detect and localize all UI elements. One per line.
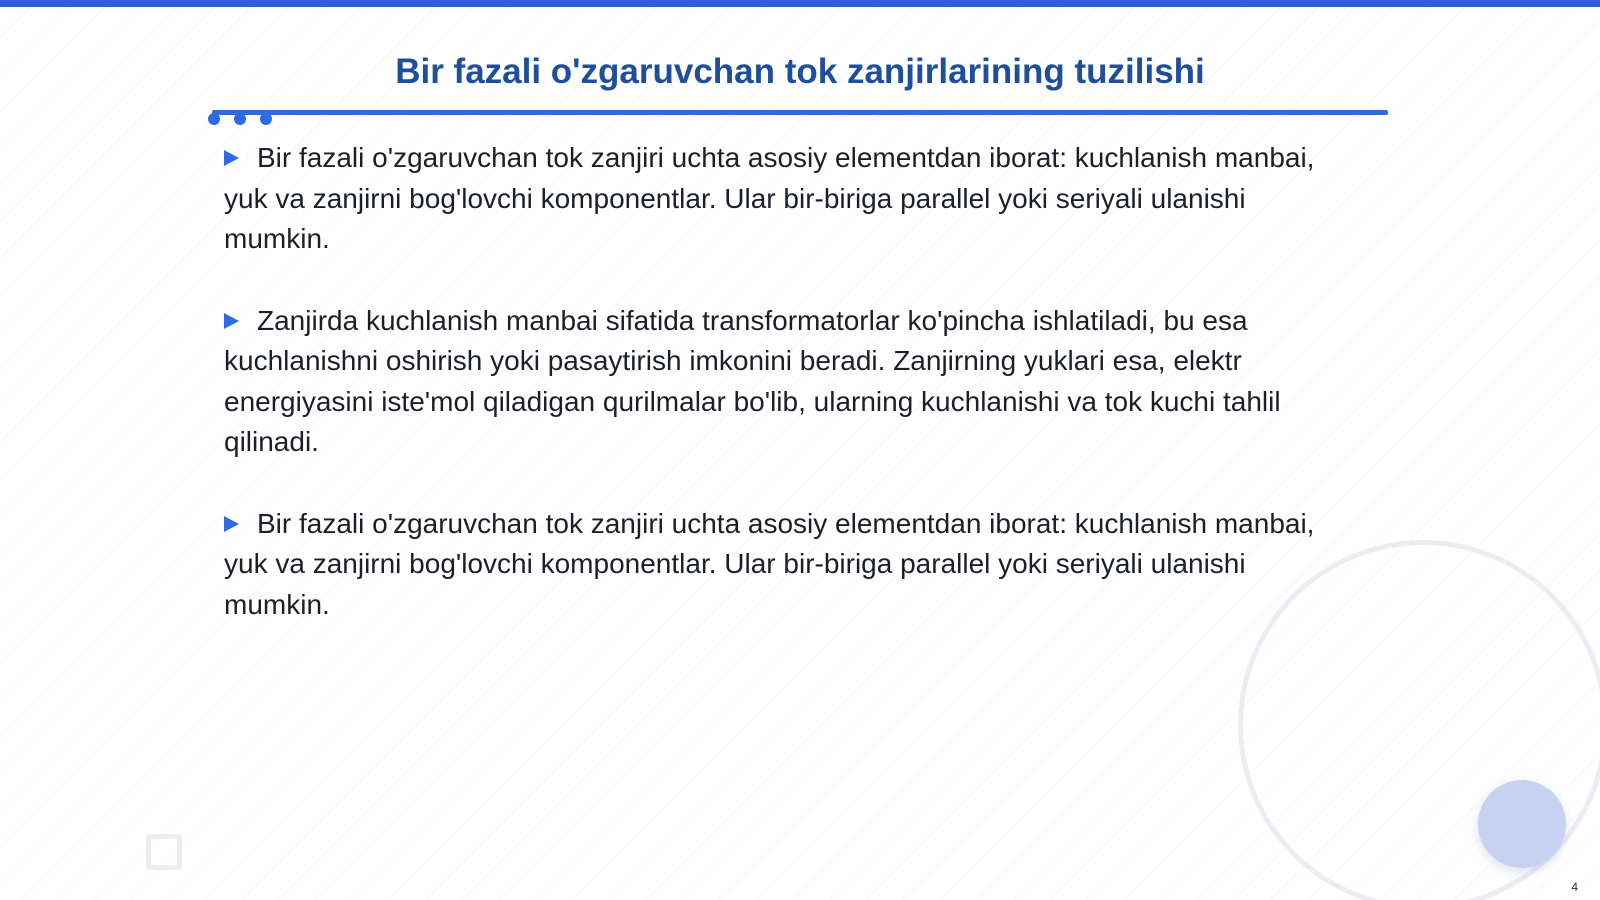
bullet-text: Zanjirda kuchlanish manbai sifatida transformatorlar ko'pincha ishlatiladi, bu esa kuchlanishni oshirish yoki pasaytirish imkonini beradi. Zanjirning yuklari esa, elektr energiyasini iste'mol qiladigan qurilmalar bo'lib, ularning kuchlanishi va tok kuchi tahlil qilinadi. — [224, 304, 1281, 457]
triangle-bullet-icon — [224, 516, 239, 532]
title-underline-dot — [208, 113, 220, 125]
page-number: 4 — [1571, 880, 1578, 894]
bullet-item — [224, 504, 1354, 626]
bullet-item — [224, 138, 1354, 260]
triangle-bullet-icon — [224, 150, 239, 166]
bullet-text: Bir fazali o'zgaruvchan tok zanjiri uchta asosiy elementdan iborat: kuchlanish manbai, yuk va zanjirni bog'lovchi komponentlar. Ular bir-biriga parallel yoki seriyali ulanishi mumkin. — [224, 507, 1315, 620]
title-underline-dot — [260, 113, 272, 125]
decorative-square — [146, 834, 182, 870]
bullet-text: Bir fazali o'zgaruvchan tok zanjiri uchta asosiy elementdan iborat: kuchlanish manbai, yuk va zanjirni bog'lovchi komponentlar. Ular bir-biriga parallel yoki seriyali ulanishi mumkin. — [224, 142, 1315, 254]
slide-title: Bir fazali o'zgaruvchan tok zanjirlarining tuzilishi — [395, 52, 1205, 91]
title-underline-dot — [234, 113, 246, 125]
bullet-list — [224, 138, 1354, 666]
triangle-bullet-icon — [224, 313, 239, 329]
title-underline — [212, 110, 1388, 115]
top-accent-bar — [0, 0, 1600, 7]
bullet-item — [224, 301, 1354, 463]
decorative-circle — [1478, 780, 1566, 868]
